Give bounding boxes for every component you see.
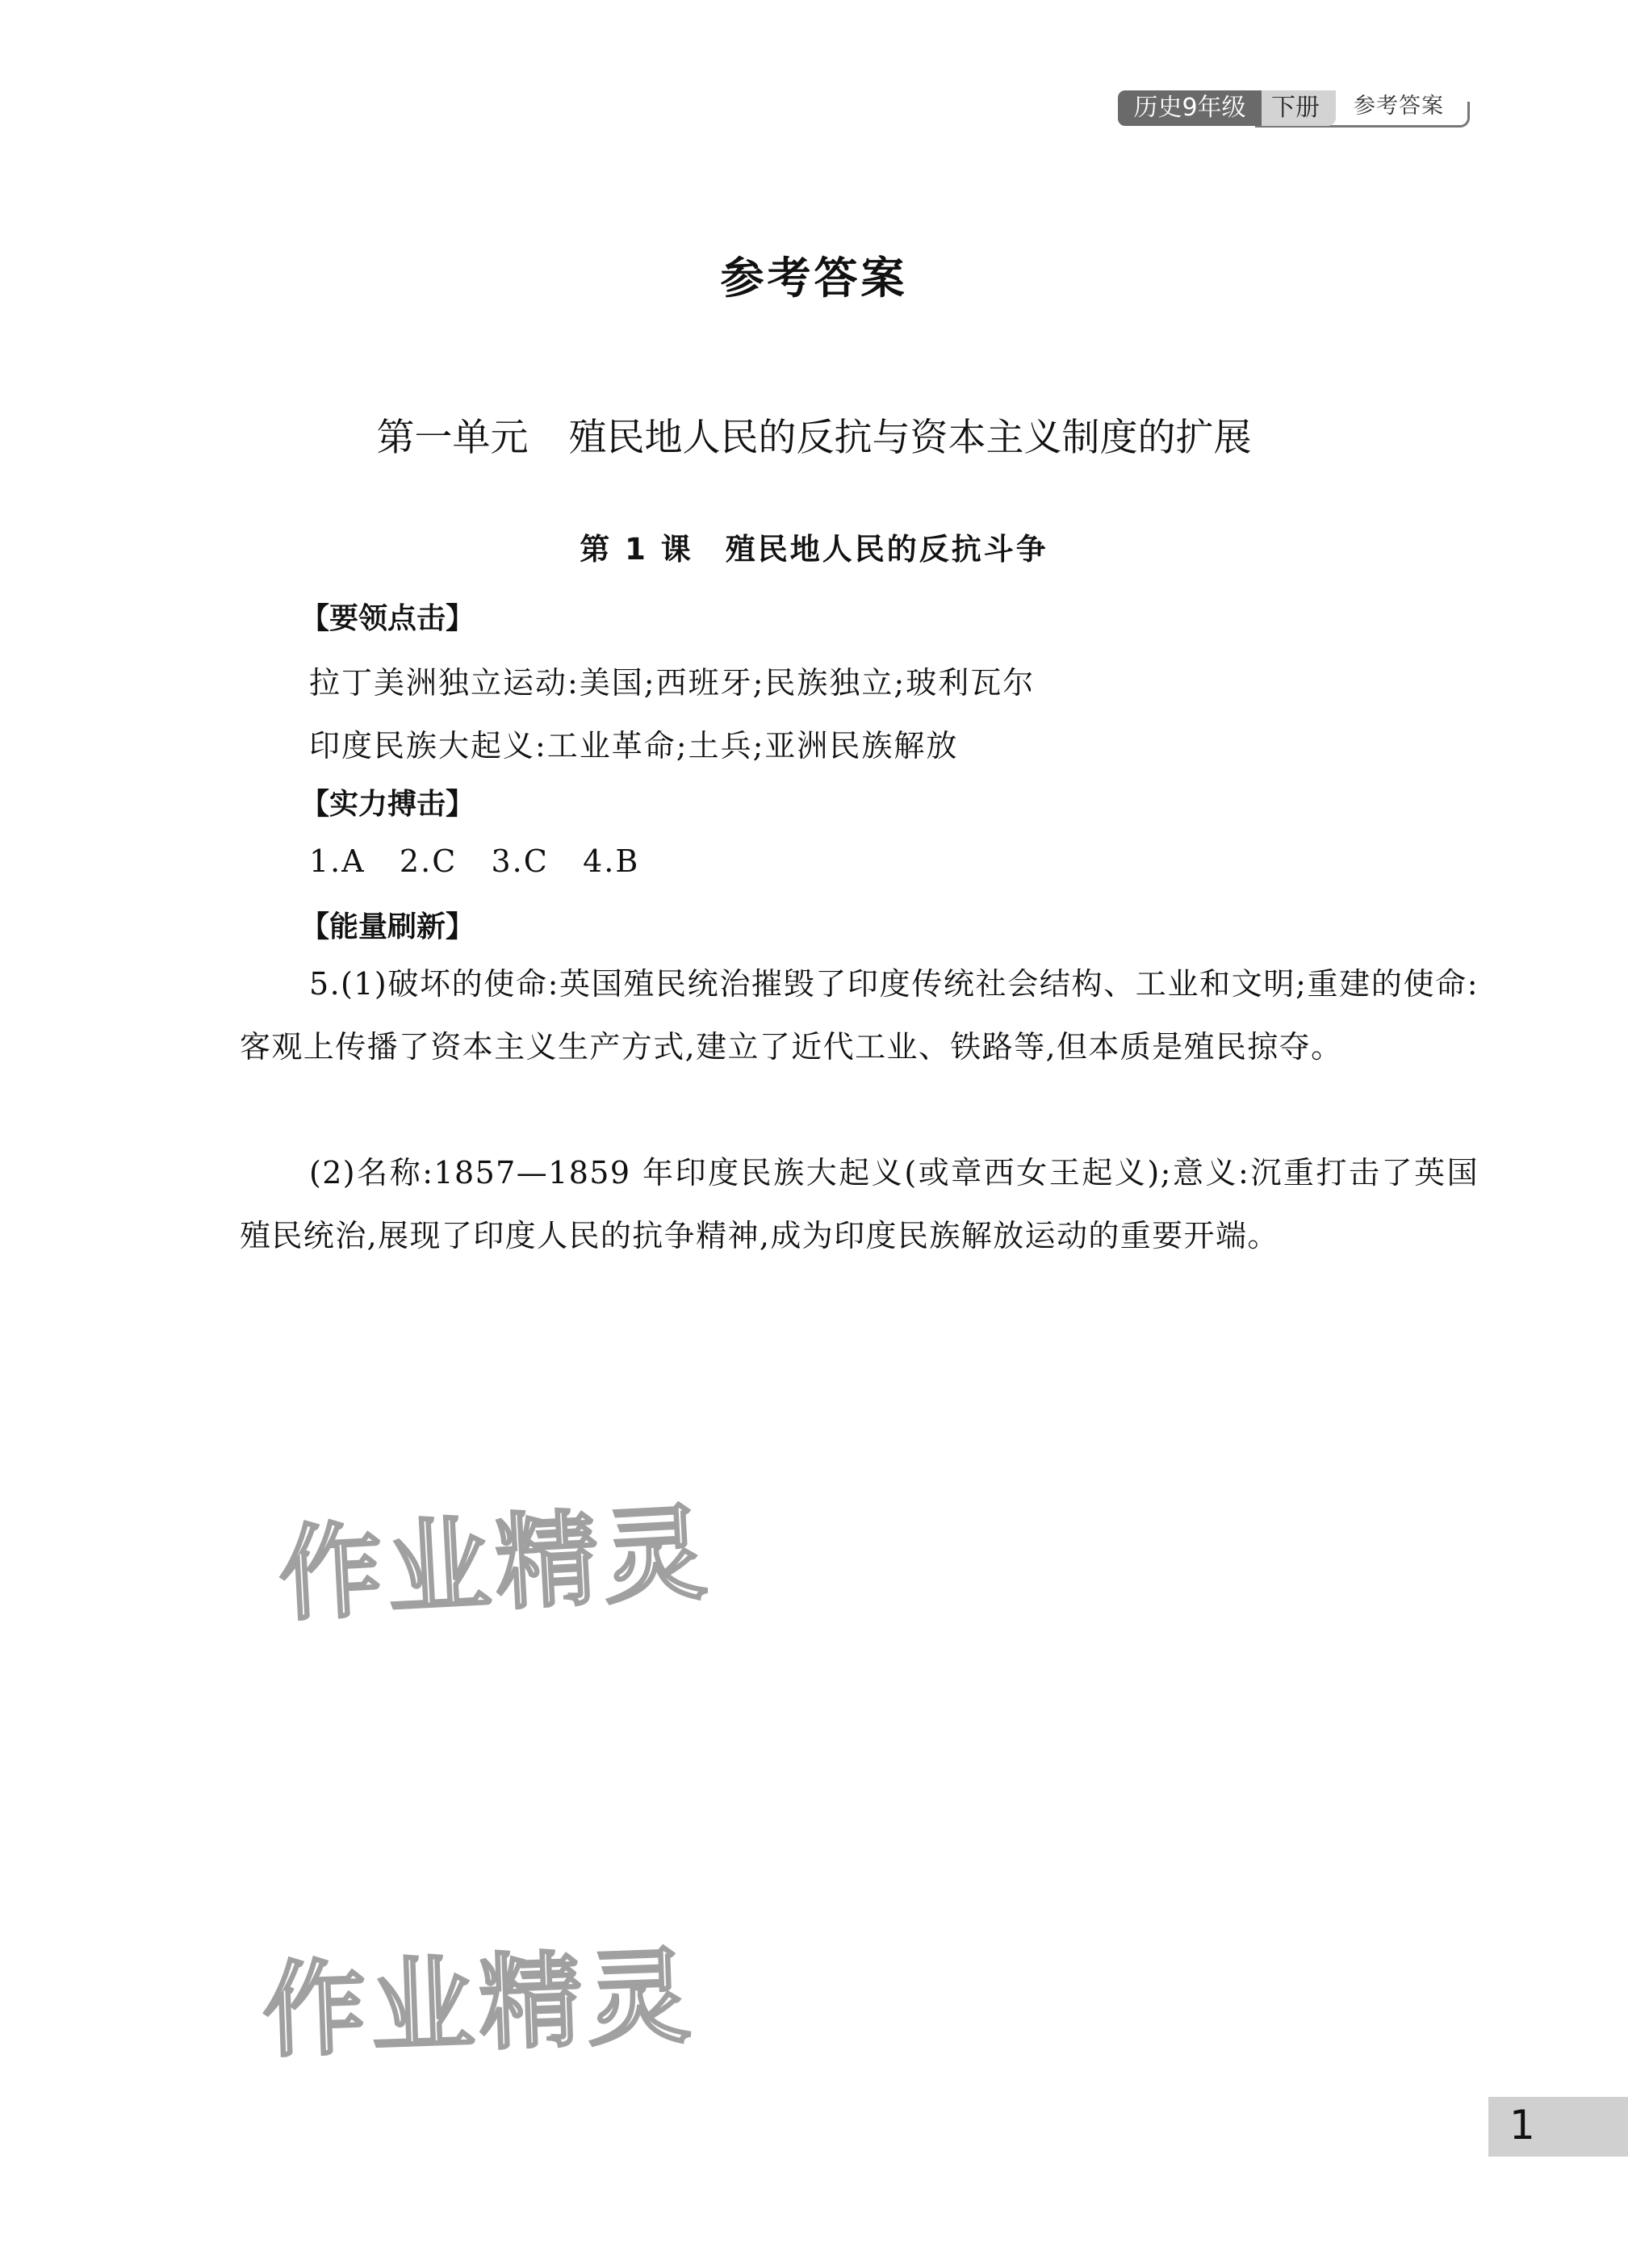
answer-paragraph-2: (2)名称:1857—1859 年印度民族大起义(或章西女王起义);意义:沉重打击了英国殖民统治,展现了印度人民的抗争精神,成为印度民族解放运动的重要开端。 — [240, 1155, 1479, 1253]
section-heading-key-points: 【要领点击】 — [300, 602, 475, 635]
answer-paragraph-1: 5.(1)破坏的使命:英国殖民统治摧毁了印度传统社会结构、工业和文明;重建的使命:客观上传播了资本主义生产方式,建立了近代工业、铁路等,但本质是殖民掠夺。 — [240, 966, 1479, 1065]
page-title: 参考答案 — [720, 252, 908, 303]
unit-name: 殖民地人民的反抗与资本主义制度的扩展 — [568, 416, 1252, 460]
page-number: 1 — [1509, 2102, 1535, 2149]
section-heading-practice: 【实力搏击】 — [300, 788, 475, 821]
lesson-name: 殖民地人民的反抗斗争 — [725, 532, 1048, 567]
key-point-line: 印度民族大起义:工业革命;土兵;亚洲民族解放 — [309, 728, 959, 764]
unit-number: 第一单元 — [376, 416, 529, 460]
lesson-heading — [0, 525, 1628, 568]
watermark: 作业精灵 — [276, 1493, 715, 1636]
lesson-number: 第 1 课 — [580, 532, 693, 567]
page-number-box — [1488, 2097, 1628, 2157]
multiple-choice-answers: 1.A 2.C 3.C 4.B — [309, 843, 640, 879]
unit-heading — [0, 408, 1628, 462]
section-heading-extension: 【能量刷新】 — [300, 910, 475, 944]
volume-tag: 下册 — [1255, 90, 1336, 126]
header-badge — [1118, 90, 1473, 128]
subject-grade-tag: 历史9年级 — [1118, 90, 1262, 126]
watermark: 作业精灵 — [260, 1936, 697, 2073]
key-point-line: 拉丁美洲独立运动:美国;西班牙;民族独立;玻利瓦尔 — [309, 665, 1036, 701]
section-label: 参考答案 — [1354, 94, 1444, 119]
